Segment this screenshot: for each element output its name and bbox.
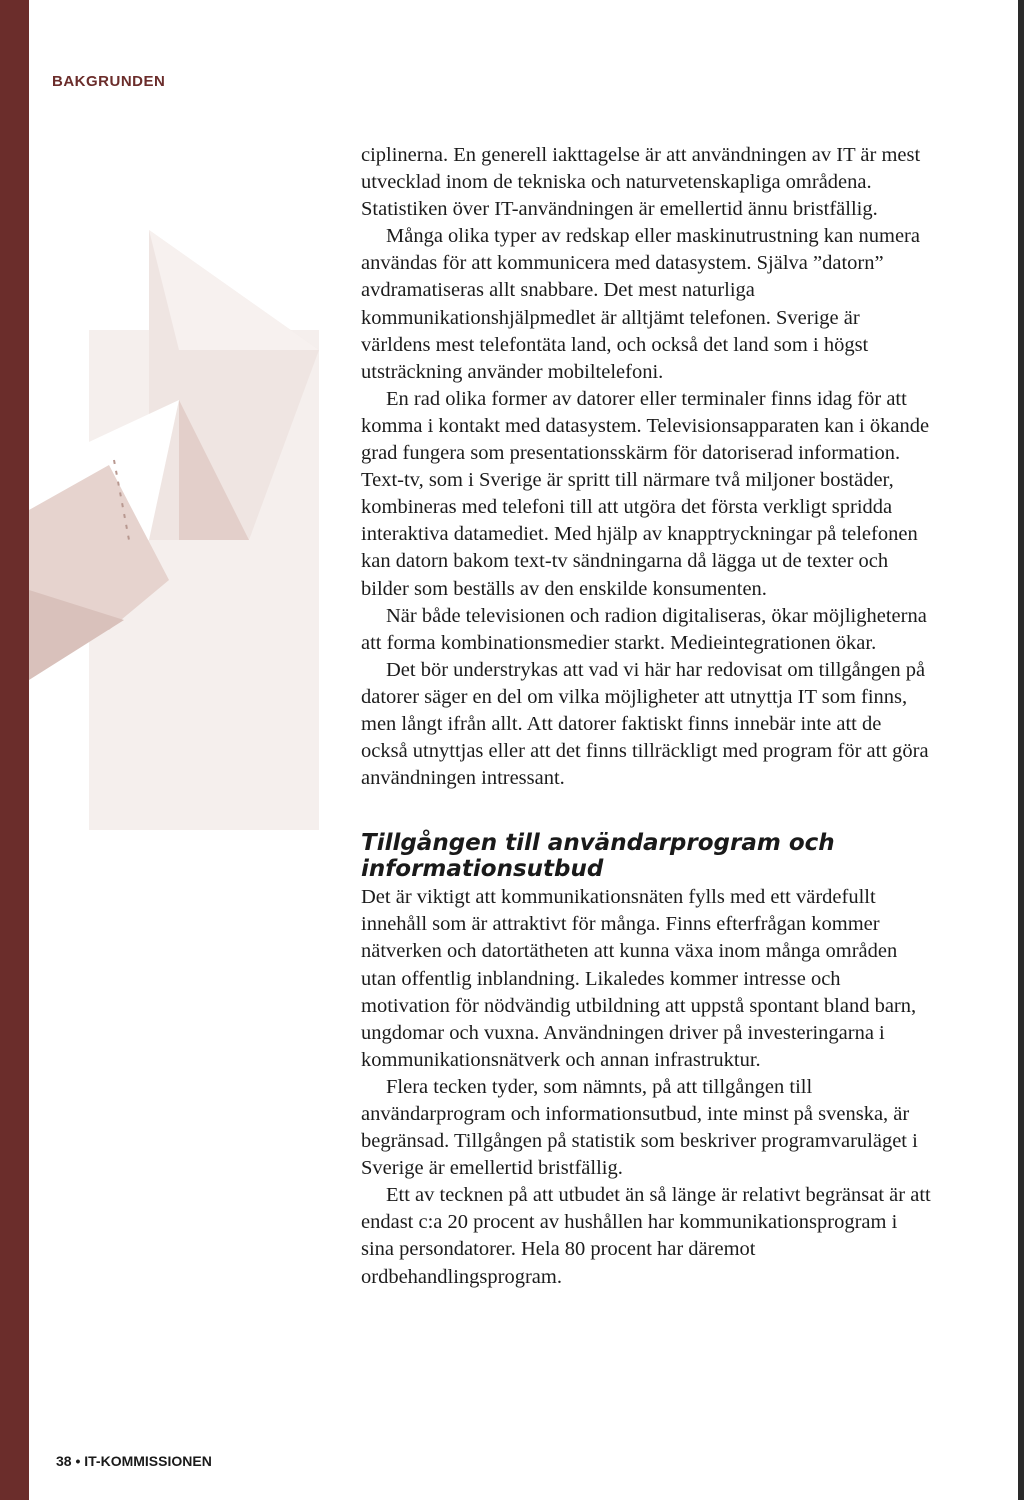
paragraph: En rad olika former av datorer eller terminaler finns idag för att komma i kontakt med datasystem. Televisionsapparaten kan i ökande grad fungera som presentationsskärm för datoriserad information. Text-tv, som i Sverige är spritt till närmare två miljoner bostäder, kombineras med telefoni till att utgöra det första verkligt spridda interaktiva datamediet. Med hjälp av knapptryckningar på telefonen kan datorn bakom text-tv sändningarna då lägga ut de texter och bilder som beställs av den enskilde konsumenten.: [361, 387, 930, 600]
paragraph: Det är viktigt att kommunikationsnäten fylls med ett värdefullt innehåll som är attraktivt för många. Finns efterfrågan kommer nätverken och datortätheten att kunna växa inom många områden utan offentlig inblandning. Likaledes kommer intresse och motivation för nödvändig utbildning att uppstå spontant bland barn, ungdomar och vuxna. Användningen driver på investeringarna i kommunikationsnätverk och annan infrastruktur.: [361, 886, 917, 1071]
hourglass-decoration-illustration: [29, 210, 349, 830]
right-page-edge: [1018, 0, 1024, 1500]
body-text-column: [361, 142, 931, 1291]
paragraph: Flera tecken tyder, som nämnts, på att tillgången till användarprogram och informationsutbud, inte minst på svenska, är begränsad. Tillgången på statistik som beskriver programvaruläget i Sverige är emellertid bristfällig.: [361, 1075, 918, 1180]
section-heading: Tillgången till användarprogram och informationsutbud: [361, 830, 835, 883]
paragraph: Ett av tecknen på att utbudet än så länge är relativt begränsat är att endast c:a 20 procent av hushållen har kommunikationsprogram i sina persondatorer. Hela 80 procent har däremot ordbehandlingsprogram.: [361, 1184, 931, 1288]
section-label: BAKGRUNDEN: [52, 73, 166, 90]
page-footer: 38 • IT-KOMMISSIONEN: [56, 1453, 212, 1469]
paragraph: ciplinerna. En generell iakttagelse är att användningen av IT är mest utvecklad inom de tekniska och naturvetenskapliga områdena. Statistiken över IT-användningen är emellertid ännu bristfällig.: [361, 144, 921, 221]
paragraph: När både televisionen och radion digitaliseras, ökar möjligheterna att forma kombinationsmedier starkt. Medieintegrationen ökar.: [361, 604, 927, 654]
paragraph: Många olika typer av redskap eller maskinutrustning kan numera användas för att kommunicera med datasystem. Själva ”datorn” avdramatiseras allt snabbare. Det mest naturliga kommunikationshjälpmedlet är alltjämt telefonen. Sverige är världens mest telefontäta land, och också det land som i högst utsträckning använder mobiltelefoni.: [361, 225, 920, 383]
left-margin-bar: [0, 0, 29, 1500]
paragraph: Det bör understrykas att vad vi här har redovisat om tillgången på datorer säger en del om vilka möjligheter att utnyttja IT som finns, men långt ifrån allt. Att datorer faktiskt finns innebär inte att de också utnyttjas eller att det finns tillräckligt med program för att göra användningen intressant.: [361, 658, 929, 790]
